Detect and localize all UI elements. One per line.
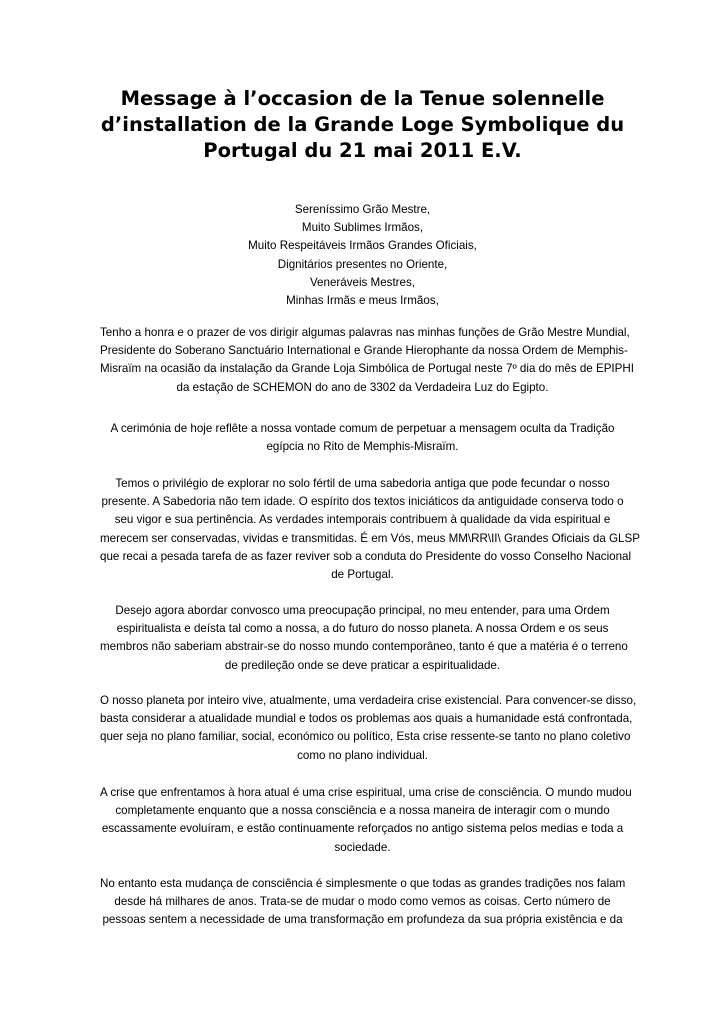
salutation-line: Veneráveis Mestres, [309,275,416,289]
paragraph-line: de predileção onde se deve praticar a espiritualidade. [224,658,501,672]
paragraph [100,420,625,456]
title-line: Portugal du 21 mai 2011 E.V. [203,139,522,162]
paragraph-line: que recai a pesada tarefa de as fazer reviver sob a conduta do Presidente do vosso Conselho Nacional [100,549,632,563]
paragraph-line: seu vigor e sua pertinência. As verdades intemporais contribuem à qualidade da vida espiritual e [114,513,611,527]
paragraph-line: de Portugal. [331,568,394,582]
salutation-line: Muito Sublimes Irmãos, [301,221,424,235]
paragraph-line: egípcia no Rito de Memphis-Misraïm. [266,440,459,454]
paragraph-line: O nosso planeta por inteiro vive, atualmente, uma verdadeira crise existencial. Para convencer-se disso, [100,694,637,707]
paragraph-line: membros não saberiam abstrair-se do nosso mundo contemporâneo, tanto é que a matéria é o terreno [100,640,628,654]
document-title [90,86,635,164]
paragraph [100,875,625,930]
title-line: Message à l’occasion de la Tenue solennelle [120,87,605,110]
salutation-line: Muito Respeitáveis Irmãos Grandes Oficiais, [248,239,477,253]
paragraph-line: A crise que enfrentamos à hora atual é uma crise espiritual, uma crise de consciência. O mundo mudou [100,786,632,799]
paragraph-line: Desejo agora abordar convosco uma preocupação principal, no meu entender, para uma Ordem [115,604,610,617]
paragraph-line: pessoas sentem a necessidade de uma transformação em profundeza da sua própria existência e da [102,913,623,927]
paragraph-line: completamente enquanto que a nossa consciência e a nossa maneira de interagir com o mundo [115,804,610,818]
paragraph-line: desde há milhares de anos. Trata-se de mudar o modo como vemos as coisas. Certo número de [114,895,611,909]
paragraph [100,602,628,675]
paragraph-line: Temos o privilégio de explorar no solo fértil de uma sabedoria antiga que pode fecundar o nosso [115,477,610,490]
paragraph-line: No entanto esta mudança de consciência é simplesmente o que todas as grandes tradições nos falam [100,877,626,890]
salutation-line: Dignitários presentes no Oriente, [277,257,448,271]
paragraph-line: da estação de SCHEMON do ano de 3302 da Verdadeira Luz do Egipto. [176,380,549,394]
salutation-line: Minhas Irmãs e meus Irmãos, [286,294,439,308]
paragraph-line: Tenho a honra e o prazer de vos dirigir algumas palavras nas minhas funções de Grão Mestre Mundial, [100,326,630,339]
paragraph [100,692,637,765]
paragraph-line: basta considerar a atualidade mundial e todos os problemas aos quais a humanidade está confrontada, [100,712,633,726]
paragraph-line: Presidente do Soberano Sanctuário International e Grande Hierophante da nossa Ordem de Memphis- [100,344,628,358]
salutation-line: Sereníssimo Grão Mestre, [294,203,431,216]
paragraph-line: espiritualista e deísta tal como a nossa, a do futuro do nosso planeta. A nossa Ordem e os seus [116,622,609,636]
paragraph [100,784,632,857]
title-line: d’installation de la Grande Loge Symbolique du [100,113,625,136]
paragraph-line: Misraïm na ocasião da instalação da Grande Loja Simbólica de Portugal neste 7º dia do mês de EPIPHI [100,362,634,376]
paragraph-line: merecem ser conservadas, vividas e transmitidas. É em Vós, meus MM\RR\II\ Grandes Oficiais da GLSP [100,531,640,545]
paragraph [100,475,640,584]
paragraph-line: escassamente evoluíram, e estão continuamente reforçados no antigo sistema pelos medias e toda a [101,822,624,836]
paragraph-line: presente. A Sabedoria não tem idade. O espírito dos textos iniciáticos da antiguidade conserva todo o [101,495,624,509]
salutation-block [100,201,625,310]
paragraph-line: sociedade. [334,840,391,854]
paragraph-line: A cerimónia de hoje reflête a nossa vontade comum de perpetuar a mensagem oculta da Tradição [110,422,615,435]
paragraph-line: como no plano individual. [297,748,428,762]
paragraph [100,324,634,397]
paragraph-line: quer seja no plano familiar, social, económico ou político, Esta crise ressente-se tanto no plano coletivo [100,730,631,744]
